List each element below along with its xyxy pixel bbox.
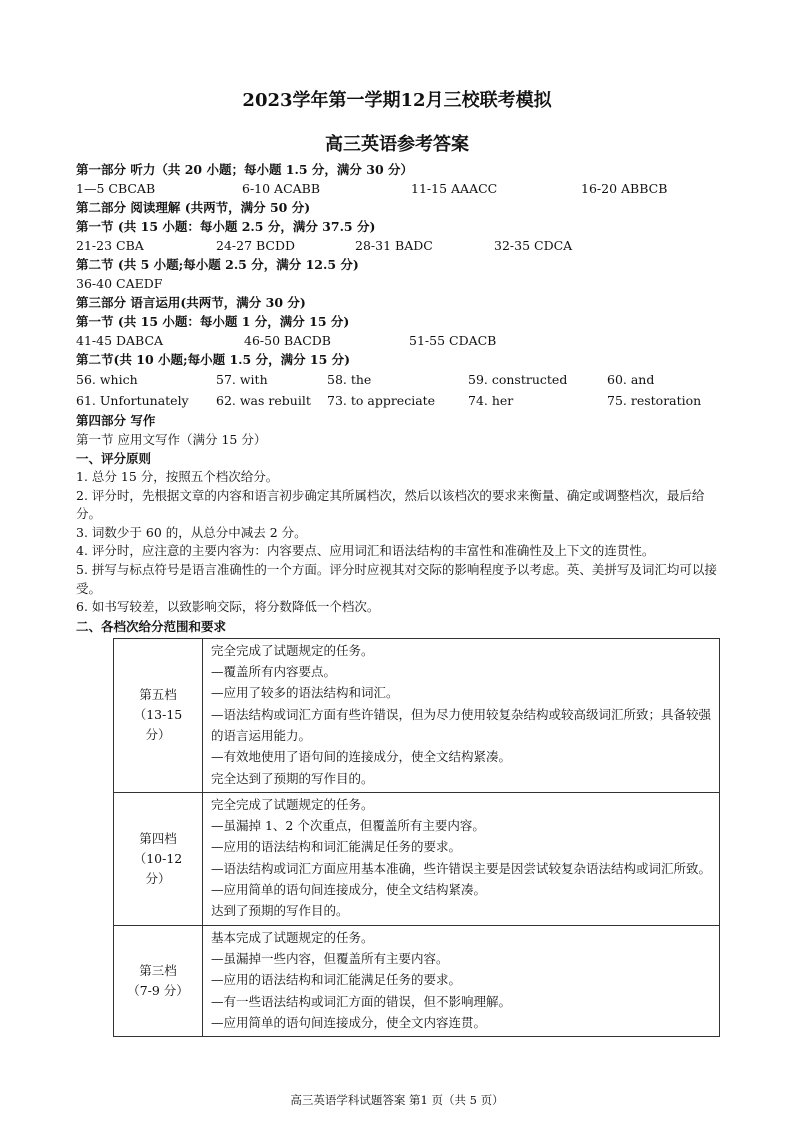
grade-requirement: 完全完成了试题规定的任务。	[211, 642, 374, 658]
grade-level-label: 第三档	[139, 962, 177, 978]
grade-level-unit: 分）	[145, 727, 171, 743]
part3-sec1-heading: 第一节 (共 15 小题：每小题 1 分，满分 15 分)	[76, 314, 350, 329]
answer-item: 74. her	[468, 393, 514, 408]
principle-item: 4. 评分时，应注意的主要内容为：内容要点、应用词汇和语法结构的丰富性和准确性及上下文的连贯性。	[76, 543, 655, 559]
answer-item: 58. the	[327, 372, 372, 387]
part1-answers	[76, 179, 726, 198]
answer-group: 6-10 ACABB	[242, 181, 321, 196]
answer-item: 61. Unfortunately	[76, 393, 189, 408]
grade-description-cell	[203, 925, 720, 1036]
answer-item: 60. and	[607, 372, 655, 387]
table-row	[114, 638, 720, 792]
grade-requirement: —虽漏掉 1、2 个次重点，但覆盖所有主要内容。	[211, 818, 485, 834]
grade-table	[113, 638, 720, 1037]
grade-level-range: （7-9 分）	[127, 982, 189, 998]
principle-item: 6. 如书写较差，以致影响交际，将分数降低一个档次。	[76, 599, 380, 615]
grade-requirement: —应用的语法结构和词汇能满足任务的要求。	[211, 972, 462, 988]
grade-description-cell	[203, 638, 720, 792]
part3-sec2-heading: 第二节(共 10 小题;每小题 1.5 分，满分 15 分)	[76, 352, 351, 367]
grade-requirement: 达到了预期的写作目的。	[211, 903, 349, 919]
grade-requirement: —应用的语法结构和词汇能满足任务的要求。	[211, 839, 462, 855]
grade-requirement: 基本完成了试题规定的任务。	[211, 929, 374, 945]
grade-level-label: 第四档	[139, 830, 177, 846]
part4-heading: 第四部分 写作	[76, 413, 156, 428]
answer-group: 46-50 BACDB	[244, 333, 331, 348]
grade-requirement: —覆盖所有内容要点。	[211, 664, 337, 680]
grade-level-label: 第五档	[139, 687, 177, 703]
answer-group: 51-55 CDACB	[409, 333, 497, 348]
part3-sec1-answers	[76, 331, 726, 350]
table-row	[114, 925, 720, 1036]
answer-item: 73. to appreciate	[327, 393, 436, 408]
part3-heading: 第三部分 语言运用(共两节，满分 30 分)	[76, 295, 306, 310]
part3-sec2-row1	[76, 369, 726, 390]
grade-level-cell	[114, 792, 203, 925]
grade-requirement: —语法结构或词汇方面应用基本准确，些许错误主要是因尝试较复杂语法结构或词汇所致。	[211, 860, 712, 876]
part2-heading: 第二部分 阅读理解 (共两节，满分 50 分)	[76, 200, 311, 215]
grade-requirement: —应用简单的语句间连接成分，使全文内容连贯。	[211, 1014, 487, 1030]
answer-group: 24-27 BCDD	[216, 238, 296, 253]
answer-item: 62. was rebuilt	[216, 393, 311, 408]
exam-title: 2023学年第一学期12月三校联考模拟	[242, 90, 552, 111]
answer-item: 56. which	[76, 372, 138, 387]
part3-sec2-row2	[76, 390, 726, 411]
page-footer: 高三英语学科试题答案 第1 页（共 5 页）	[290, 1093, 504, 1107]
grade-requirement: —语法结构或词汇方面有些许错误，但为尽力使用较复杂结构或较高级词汇所致；具备较强的语言运用能力。	[211, 706, 712, 743]
answer-group: 21-23 CBA	[76, 238, 144, 253]
answer-item: 57. with	[216, 372, 268, 387]
answer-group: 41-45 DABCA	[76, 333, 164, 348]
grade-requirement: —应用了较多的语法结构和词汇。	[211, 685, 399, 701]
part1-heading: 第一部分 听力（共 20 小题；每小题 1.5 分，满分 30 分）	[76, 162, 414, 177]
grade-level-range: （10-12	[133, 850, 183, 866]
answer-group: 1—5 CBCAB	[76, 181, 156, 196]
grade-level-cell	[114, 925, 203, 1036]
table-row	[114, 792, 720, 925]
principle-item: 2. 评分时，先根据文章的内容和语言初步确定其所属档次，然后以该档次的要求来衡量、确定或调整档次，最后给分。	[76, 487, 705, 522]
part2-sec2-answers: 36-40 CAEDF	[76, 276, 163, 291]
grade-requirement: —应用简单的语句间连接成分，使全文结构紧凑。	[211, 882, 487, 898]
part4-sec1-heading: 第一节 应用文写作（满分 15 分）	[76, 432, 267, 447]
grade-description-cell	[203, 792, 720, 925]
grade-requirement: —虽漏掉一些内容，但覆盖所有主要内容。	[211, 950, 449, 966]
grade-requirement: —有效地使用了语句间的连接成分，使全文结构紧凑。	[211, 749, 512, 765]
part2-sec2-heading: 第二节 (共 5 小题;每小题 2.5 分，满分 12.5 分)	[76, 257, 359, 272]
grade-requirement: 完全完成了试题规定的任务。	[211, 796, 374, 812]
grade-requirement: 完全达到了预期的写作目的。	[211, 770, 374, 786]
ranges-heading: 二、各档次给分范围和要求	[76, 618, 227, 634]
answer-content	[76, 160, 726, 1037]
grade-requirement: —有一些语法结构或词汇方面的错误，但不影响理解。	[211, 993, 512, 1009]
answer-key-title: 高三英语参考答案	[325, 134, 469, 155]
grade-level-unit: 分）	[145, 870, 171, 886]
answer-group: 28-31 BADC	[355, 238, 433, 253]
answer-group: 16-20 ABBCB	[581, 181, 668, 196]
answer-group: 11-15 AAACC	[411, 181, 498, 196]
part2-sec1-heading: 第一节 (共 15 小题：每小题 2.5 分，满分 37.5 分)	[76, 219, 376, 234]
answer-item: 75. restoration	[607, 393, 702, 408]
answer-item: 59. constructed	[468, 372, 568, 387]
part2-sec1-answers	[76, 236, 726, 255]
principle-item: 5. 拼写与标点符号是语言准确性的一个方面。评分时应视其对交际的影响程度予以考虑。英、美拼写及词汇均可以接受。	[76, 561, 717, 596]
grade-level-range: （13-15	[133, 707, 183, 723]
grade-level-cell	[114, 638, 203, 792]
answer-group: 32-35 CDCA	[494, 238, 573, 253]
principle-item: 3. 词数少于 60 的，从总分中减去 2 分。	[76, 524, 307, 540]
principles-heading: 一、评分原则	[76, 451, 152, 466]
principle-item: 1. 总分 15 分，按照五个档次给分。	[76, 469, 279, 484]
